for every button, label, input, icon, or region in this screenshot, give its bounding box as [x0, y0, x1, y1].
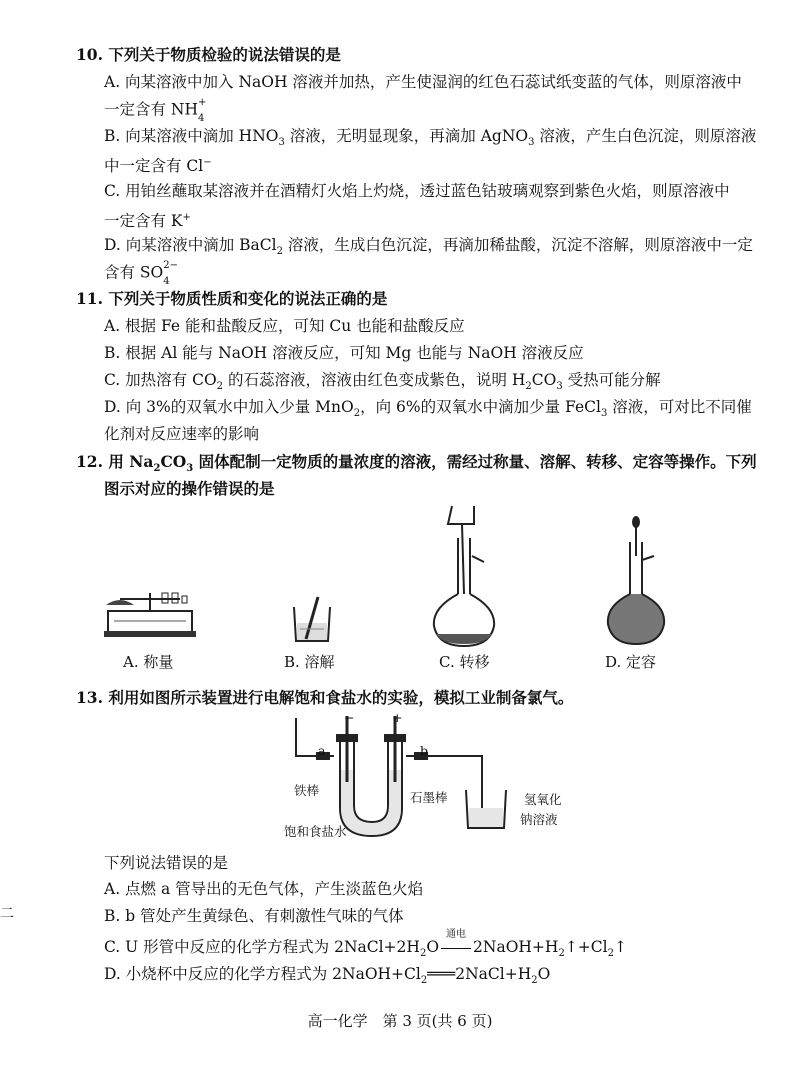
q10-option-b-line1: B. 向某溶液中滴加 $HNO_3$ 溶液，无明显现象，再滴加 AgNO$_3$ 溶液，产生白色沉淀，则原溶液	[104, 127, 757, 149]
graphite-rod-label: 石墨棒	[410, 790, 448, 805]
q10-option-d-line1: D. 向某溶液中滴加 BaCl$_2$ 溶液，生成白色沉淀，再滴加稀盐酸，沉淀不溶解，则原溶液中一定	[104, 236, 753, 258]
brine-label: 饱和食盐水	[284, 824, 347, 839]
tube-label-a: a	[318, 743, 326, 758]
transfer-figure	[428, 498, 518, 648]
cathode-sign: −	[344, 710, 355, 725]
q12-caption-a: A. 称量	[123, 653, 174, 671]
electrolysis-condition: 通电	[446, 929, 467, 940]
q12-caption-d: D. 定容	[605, 653, 657, 671]
q13-option-a: A. 点燃 a 管导出的无色气体，产生淡蓝色火焰	[104, 880, 424, 898]
fix-volume-figure	[604, 512, 674, 648]
naoh-label-line1: 氢氧化	[524, 792, 562, 807]
q13-option-b: B. b 管处产生黄绿色、有刺激性气味的气体	[104, 907, 404, 925]
q12-stem-line1: 12. 用 $Na_2CO_3$ 固体配制一定物质的量浓度的溶液，需经过称量、溶解、转移、定容等操作。下列	[76, 452, 757, 475]
q13-question: 下列说法错误的是	[104, 854, 229, 872]
balance-figure	[100, 585, 200, 645]
q10-option-b-line2: 中一定含有 Cl−	[104, 157, 212, 176]
q11-stem: 11. 下列关于物质性质和变化的说法正确的是	[76, 289, 388, 308]
q11-option-b: B. 根据 Al 能与 NaOH 溶液反应，可知 Mg 也能与 NaOH 溶液反应	[104, 344, 584, 362]
q13-option-d: D. 小烧杯中反应的化学方程式为 $2NaOH+Cl_2═══2NaCl+H_2O$	[104, 965, 551, 987]
margin-mark: 二	[0, 906, 14, 922]
q11-option-a: A. 根据 Fe 能和盐酸反应，可知 Cu 也能和盐酸反应	[104, 317, 465, 335]
q11-option-c: C. 加热溶有 $CO_2$ 的石蕊溶液，溶液由红色变成紫色，说明 $H_2CO_3$ 受热可能分解	[104, 371, 661, 393]
q11-option-d-line1: D. 向 3%的双氧水中加入少量 MnO$_2$，向 6%的双氧水中滴加少量 FeCl$_3$ 溶液，可对比不同催	[104, 398, 752, 420]
q12-caption-b: B. 溶解	[284, 653, 335, 671]
q10-option-a-line1: A. 向某溶液中加入 NaOH 溶液并加热，产生使湿润的红色石蕊试纸变蓝的气体，则原溶液中	[104, 73, 742, 91]
q10-option-c-line1: C. 用铂丝蘸取某溶液并在酒精灯火焰上灼烧，透过蓝色钴玻璃观察到紫色火焰，则原溶液中	[104, 182, 730, 200]
naoh-label-line2: 钠溶液	[520, 812, 558, 827]
tube-label-b: b	[420, 743, 429, 758]
iron-rod-label: 铁棒	[294, 783, 320, 798]
q10-stem: 10. 下列关于物质检验的说法错误的是	[76, 45, 341, 64]
q10-option-d-line2: 含有 $SO^{2-}$ $_4$	[104, 260, 179, 288]
q13-stem: 13. 利用如图所示装置进行电解饱和食盐水的实验，模拟工业制备氯气。	[76, 688, 574, 707]
page-footer: 高一化学 第 3 页(共 6 页)	[307, 1012, 493, 1030]
q12-stem-line2: 图示对应的操作错误的是	[104, 479, 275, 498]
q10-option-c-line2: 一定含有 K+	[104, 212, 191, 231]
q11-option-d-line2: 化剂对反应速率的影响	[104, 425, 260, 443]
anode-sign: +	[392, 710, 403, 725]
dissolve-figure	[288, 595, 338, 645]
q13-option-c: C. U 形管中反应的化学方程式为 $2NaCl+2H_2O$ 通电 $2NaOH+H_2↑+Cl_2↑$	[104, 936, 627, 965]
q12-caption-c: C. 转移	[439, 653, 490, 671]
q10-option-a-line2: 一定含有 NH+ $_4$	[104, 97, 207, 125]
